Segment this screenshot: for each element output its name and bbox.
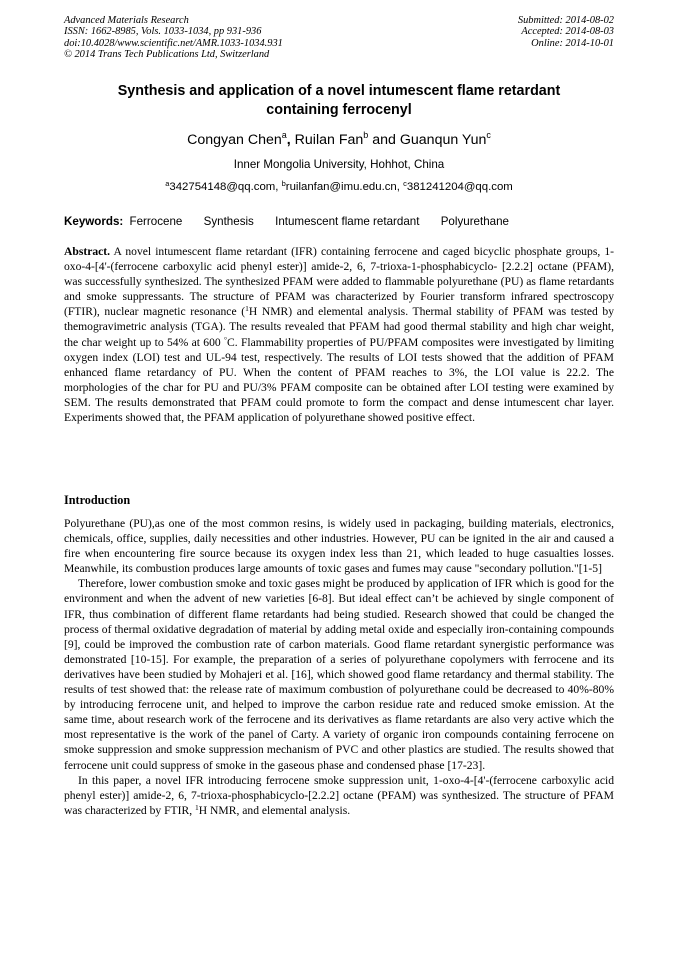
intro-paragraph-1: Polyurethane (PU),as one of the most common resins, is widely used in packaging, building materials, electronics, chemicals, office, supplies, daily necessities and other industries. However, PU can be ignited in the air and caused a fire when encountering fire source because its oxygen index less than 21, which leaded to huge casualties losses. Meanwhile, its combustion produces large amounts of toxic gases and fumes may cause "secondary pollution."[1-5] xyxy=(64,517,614,576)
email-address[interactable]: 342754148@qq.com, xyxy=(169,181,282,193)
keywords-label: Keywords: xyxy=(64,215,124,228)
intro-paragraph-3 xyxy=(64,773,614,818)
superscript: 1 xyxy=(245,304,249,314)
abstract-text: C. Flammability properties of PU/PFAM composites were investigated by limiting oxygen index (LOI) test and UL-94 test, respectively. The results of LOI tests showed that the addition of PFAM enhanced flame retardancy of PU. When the content of PFAM reaches to 3%, the LOI value is 22.2. The morphologies of the char for PU and PU/3% PFAM composite can be obtained after LOI testing were examined by SEM. The results demonstrated that PFAM could promote to form the compact and dense intumescent char layer. Experiments showed that, the PFAM application of polyurethane showed positive effect. xyxy=(64,335,614,425)
intro-text: H NMR, and elemental analysis. xyxy=(198,803,351,817)
journal-header-left xyxy=(64,15,283,61)
paper-title-line-1: Synthesis and application of a novel intumescent flame retardant xyxy=(117,83,561,99)
affiliation: Inner Mongolia University, Hohhot, China xyxy=(233,158,445,171)
email-mark: b xyxy=(281,179,286,188)
abstract xyxy=(64,244,614,425)
accepted-date: Accepted: 2014-08-03 xyxy=(521,26,614,38)
author-affiliation-mark: c xyxy=(486,130,491,140)
journal-name: Advanced Materials Research xyxy=(64,15,189,26)
paper-title-line-2: containing ferrocenyl xyxy=(266,102,412,118)
submitted-date: Submitted: 2014-08-02 xyxy=(517,15,614,26)
author-name: Guanqun Yun xyxy=(399,132,487,148)
abstract-label: Abstract. xyxy=(64,245,111,258)
keyword-item: Polyurethane xyxy=(440,215,510,228)
author-name: Ruilan Fan xyxy=(294,132,364,148)
author-emails xyxy=(64,180,614,194)
keyword-item: Intumescent flame retardant xyxy=(275,215,420,228)
intro-text: In this paper, a novel IFR introducing ferrocene smoke suppression unit, 1-oxo-4-[4'-(ferrocene carboxylic acid phenyl ester)] amide-2, 6, 7-trioxa-phosphabicyclo-[2.2.2] octane (PFAM) was synthesized. The structure of PFAM was characterized by FTIR, xyxy=(64,773,614,817)
journal-header-right xyxy=(518,15,614,49)
email-mark: a xyxy=(165,179,170,188)
online-date: Online: 2014-10-01 xyxy=(531,37,614,49)
keyword-item: Synthesis xyxy=(203,215,254,228)
keywords-line xyxy=(64,215,527,229)
author-affiliation-mark: a xyxy=(281,130,287,140)
author-separator: , xyxy=(286,132,295,148)
author-affiliation-mark: b xyxy=(363,130,369,140)
author-name: Congyan Chen xyxy=(187,132,282,148)
intro-paragraph-2: Therefore, lower combustion smoke and toxic gases might be produced by application of IFR which is good for the environment and when the advent of new varieties [6-8]. But ideal effect can’t be achieved by single component of IFR, thus combination of different flame retardants had being studied. Research showed that could be changed the process of thermal oxidative degradation of material by adding metal oxide and especially iron-containing compounds [9], could be improved the combustion rate of carbon materials. Good flame retardant synergistic performance was demonstrated [10-15]. For example, the preparation of a series of polyurethane copolymers with ferrocene and its derivatives have been studied by Mohajeri et al. [16], which showed good flame retardancy and thermal stability. The results of test showed that: the release rate of maximum combustion of polyurethane could be decreased to 40%-80% by introducing ferrocene unit, and helped to improve the carbon residue rate and reduced smoke emission. At the same time, about research work of the ferrocene and its derivatives as flame retardants are also very active which the most representative is the work of the panel of Carty. A variety of organic iron compounds containing ferrocene on smoke suppression and smoke suppression mechanism of PVC and other plastics are studied. The results showed that ferrocene unit could suppress of smoke in the gaseous phase and condensed phase [17-23]. xyxy=(64,577,614,772)
degree-superscript: ° xyxy=(224,334,228,344)
issn-line: ISSN: 1662-8985, Vols. 1033-1034, pp 931-936 xyxy=(64,26,262,38)
doi-line: doi:10.4028/www.scientific.net/AMR.1033-1034.931 xyxy=(64,37,283,49)
superscript: 1 xyxy=(195,802,199,812)
paper-title xyxy=(64,82,614,120)
introduction-body xyxy=(64,516,614,818)
abstract-text: A novel intumescent flame retardant (IFR) containing ferrocene and caged bicyclic phosphate groups, 1-oxo-4-[4'-(ferrocene carboxylic acid phenyl ester)] amide-2, 6, 7-trioxa-1-phosphabicyclo- [2.2.2] octane (PFAM), was successfully synthesized. The synthesized PFAM were added to flammable polyurethane (PU) as flame retardants and smoke suppressants. The structure of PFAM was characterized by Fourier transform infrared spectroscopy (FTIR), nuclear magnetic resonance ( xyxy=(64,245,614,319)
copyright-line: © 2014 Trans Tech Publications Ltd, Switzerland xyxy=(64,49,270,61)
email-address[interactable]: ruilanfan@imu.edu.cn, xyxy=(285,181,404,193)
author-list xyxy=(64,130,614,150)
email-mark: c xyxy=(403,179,407,188)
email-address[interactable]: 381241204@qq.com xyxy=(406,181,513,193)
author-separator: and xyxy=(368,132,400,148)
keyword-item: Ferrocene xyxy=(129,215,183,228)
abstract-text: H NMR) and elemental analysis. Thermal stability of PFAM was tested by themogravimetric analysis (TGA). The results revealed that PFAM had good thermal stability and high char weight, the char weight up to 54% at 600 xyxy=(64,305,615,349)
introduction-heading: Introduction xyxy=(64,493,131,507)
